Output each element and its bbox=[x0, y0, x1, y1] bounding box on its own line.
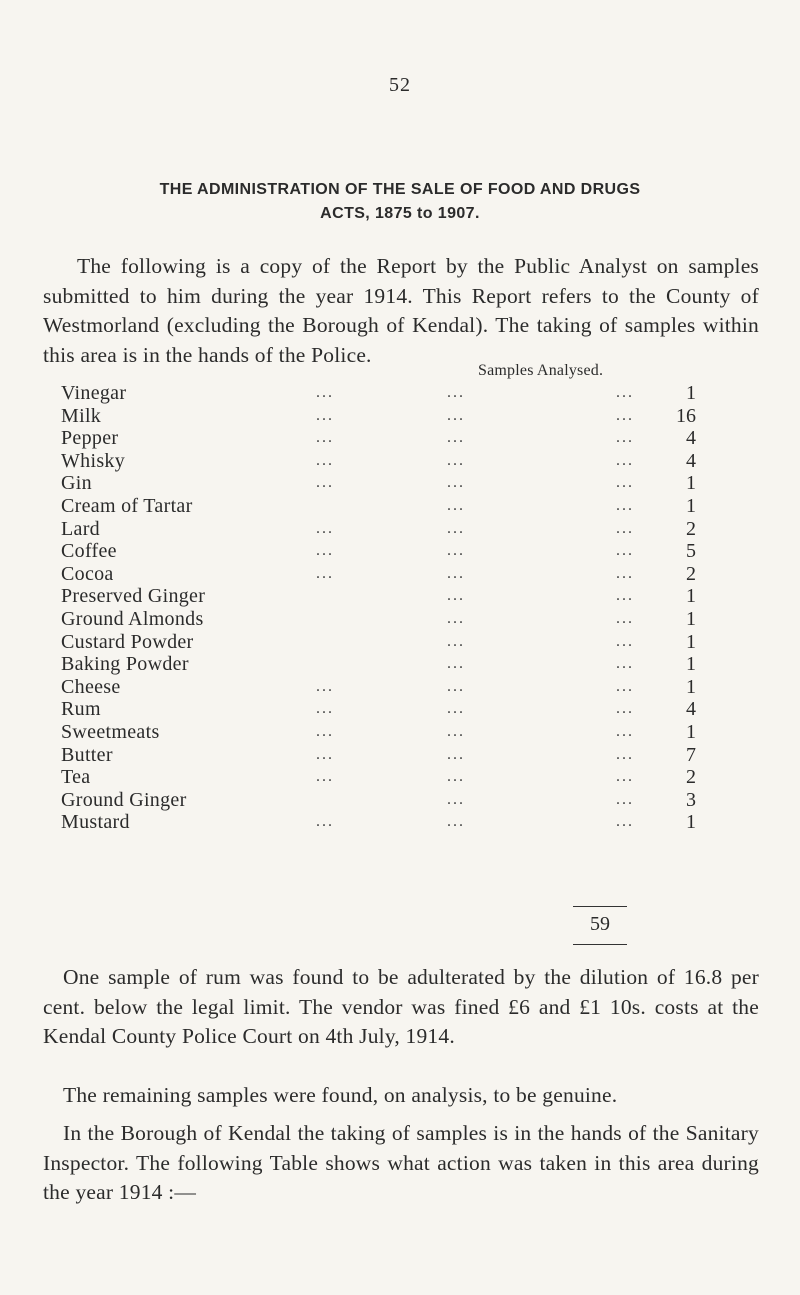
sample-name: Mustard bbox=[61, 811, 130, 834]
table-row bbox=[61, 472, 696, 495]
sample-name: Coffee bbox=[61, 540, 117, 563]
sample-count: 1 bbox=[686, 472, 696, 495]
dot-leader: ... bbox=[616, 496, 634, 514]
dot-leader: ... bbox=[316, 700, 334, 718]
table-row bbox=[61, 563, 696, 586]
dot-leader: ... bbox=[447, 609, 465, 627]
table-row bbox=[61, 631, 696, 654]
dot-leader: ... bbox=[616, 632, 634, 650]
sample-count: 1 bbox=[686, 630, 696, 653]
dot-leader: ... bbox=[316, 451, 334, 469]
sample-name: Tea bbox=[61, 766, 91, 789]
table-row bbox=[61, 811, 696, 834]
table-row bbox=[61, 585, 696, 608]
sample-name: Custard Powder bbox=[61, 630, 194, 653]
table-row bbox=[61, 744, 696, 767]
dot-leader: ... bbox=[616, 564, 634, 582]
dot-leader: ... bbox=[316, 474, 334, 492]
sample-name: Milk bbox=[61, 404, 102, 427]
sample-count: 1 bbox=[686, 675, 696, 698]
dot-leader: ... bbox=[616, 677, 634, 695]
sample-count: 1 bbox=[686, 494, 696, 517]
sample-name: Ground Almonds bbox=[61, 607, 204, 630]
table-row bbox=[61, 540, 696, 563]
dot-leader: ... bbox=[616, 587, 634, 605]
dot-leader: ... bbox=[447, 406, 465, 424]
table-row bbox=[61, 450, 696, 473]
dot-leader: ... bbox=[447, 587, 465, 605]
samples-table bbox=[61, 382, 696, 834]
sample-count: 1 bbox=[686, 720, 696, 743]
dot-leader: ... bbox=[616, 406, 634, 424]
table-row bbox=[61, 766, 696, 789]
sample-count: 1 bbox=[686, 653, 696, 676]
dot-leader: ... bbox=[316, 813, 334, 831]
dot-leader: ... bbox=[447, 632, 465, 650]
table-row bbox=[61, 495, 696, 518]
heading-line-2: ACTS, 1875 to 1907. bbox=[320, 205, 480, 222]
dot-leader: ... bbox=[316, 745, 334, 763]
table-row bbox=[61, 721, 696, 744]
dot-leader: ... bbox=[316, 768, 334, 786]
sample-count: 2 bbox=[686, 517, 696, 540]
dot-leader: ... bbox=[316, 677, 334, 695]
table-row bbox=[61, 518, 696, 541]
section-heading bbox=[60, 178, 740, 226]
samples-column-header: Samples Analysed. bbox=[478, 362, 604, 379]
dot-leader: ... bbox=[616, 813, 634, 831]
heading-line-1: THE ADMINISTRATION OF THE SALE OF FOOD AND DRUGS bbox=[159, 181, 641, 198]
sample-name: Cocoa bbox=[61, 562, 114, 585]
dot-leader: ... bbox=[447, 384, 465, 401]
dot-leader: ... bbox=[316, 429, 334, 447]
dot-leader: ... bbox=[316, 542, 334, 560]
dot-leader: ... bbox=[616, 429, 634, 447]
dot-leader: ... bbox=[447, 700, 465, 718]
sample-name: Pepper bbox=[61, 427, 119, 450]
table-row bbox=[61, 789, 696, 812]
sample-count: 4 bbox=[686, 698, 696, 721]
dot-leader: ... bbox=[616, 655, 634, 673]
dot-leader: ... bbox=[616, 542, 634, 560]
dot-leader: ... bbox=[447, 655, 465, 673]
sample-name: Lard bbox=[61, 517, 100, 540]
samples-total: 59 bbox=[590, 913, 610, 935]
sample-name: Whisky bbox=[61, 449, 126, 472]
dot-leader: ... bbox=[616, 722, 634, 740]
sample-name: Butter bbox=[61, 743, 113, 766]
dot-leader: ... bbox=[447, 745, 465, 763]
dot-leader: ... bbox=[316, 406, 334, 424]
dot-leader: ... bbox=[616, 790, 634, 808]
sample-name: Cheese bbox=[61, 675, 121, 698]
dot-leader: ... bbox=[616, 745, 634, 763]
table-row bbox=[61, 382, 696, 405]
dot-leader: ... bbox=[447, 768, 465, 786]
dot-leader: ... bbox=[616, 519, 634, 537]
total-rule-top bbox=[573, 906, 627, 907]
dot-leader: ... bbox=[616, 384, 634, 401]
dot-leader: ... bbox=[616, 609, 634, 627]
sample-name: Sweetmeats bbox=[61, 720, 160, 743]
dot-leader: ... bbox=[447, 564, 465, 582]
sample-name: Vinegar bbox=[61, 382, 127, 404]
sample-count: 1 bbox=[686, 811, 696, 834]
dot-leader: ... bbox=[616, 700, 634, 718]
sample-name: Baking Powder bbox=[61, 653, 189, 676]
total-rule-bottom bbox=[573, 944, 627, 945]
intro-paragraph: The following is a copy of the Report by the Public Analyst on samples submitted to him during the year 1914. This Report refers to the County of Westmorland (excluding the Borough of Kendal). The taking of samples within this area is in the hands of the Police. bbox=[43, 254, 759, 367]
sample-name: Rum bbox=[61, 698, 101, 721]
sample-count: 2 bbox=[686, 766, 696, 789]
sample-name: Gin bbox=[61, 472, 92, 495]
dot-leader: ... bbox=[616, 451, 634, 469]
dot-leader: ... bbox=[447, 519, 465, 537]
sample-count: 4 bbox=[686, 427, 696, 450]
sample-name: Cream of Tartar bbox=[61, 494, 193, 517]
dot-leader: ... bbox=[447, 542, 465, 560]
sample-count: 2 bbox=[686, 562, 696, 585]
dot-leader: ... bbox=[447, 677, 465, 695]
dot-leader: ... bbox=[316, 722, 334, 740]
dot-leader: ... bbox=[447, 722, 465, 740]
sample-count: 3 bbox=[686, 788, 696, 811]
dot-leader: ... bbox=[447, 790, 465, 808]
adulteration-paragraph: One sample of rum was found to be adulterated by the dilution of 16.8 per cent. below the legal limit. The vendor was fined £6 and £1 10s. costs at the Kendal County Police Court on 4th July, 1914. bbox=[43, 965, 759, 1048]
dot-leader: ... bbox=[447, 451, 465, 469]
page-number: 52 bbox=[389, 74, 411, 96]
sample-count: 16 bbox=[676, 404, 696, 427]
sample-name: Ground Ginger bbox=[61, 788, 187, 811]
genuine-paragraph: The remaining samples were found, on analysis, to be genuine. bbox=[63, 1083, 618, 1107]
dot-leader: ... bbox=[447, 813, 465, 831]
sample-count: 7 bbox=[686, 743, 696, 766]
dot-leader: ... bbox=[616, 474, 634, 492]
sample-name: Preserved Ginger bbox=[61, 585, 206, 608]
table-row bbox=[61, 698, 696, 721]
dot-leader: ... bbox=[447, 474, 465, 492]
sample-count: 5 bbox=[686, 540, 696, 563]
table-row bbox=[61, 676, 696, 699]
sample-count: 1 bbox=[686, 382, 696, 404]
dot-leader: ... bbox=[447, 429, 465, 447]
kendal-paragraph: In the Borough of Kendal the taking of samples is in the hands of the Sanitary Inspector. The following Table shows what action was taken in this area during the year 1914 :— bbox=[43, 1121, 759, 1204]
table-row bbox=[61, 427, 696, 450]
dot-leader: ... bbox=[447, 496, 465, 514]
dot-leader: ... bbox=[316, 384, 334, 401]
table-row bbox=[61, 405, 696, 428]
sample-count: 1 bbox=[686, 607, 696, 630]
table-row bbox=[61, 608, 696, 631]
sample-count: 4 bbox=[686, 449, 696, 472]
dot-leader: ... bbox=[316, 519, 334, 537]
sample-count: 1 bbox=[686, 585, 696, 608]
table-row bbox=[61, 653, 696, 676]
dot-leader: ... bbox=[616, 768, 634, 786]
dot-leader: ... bbox=[316, 564, 334, 582]
